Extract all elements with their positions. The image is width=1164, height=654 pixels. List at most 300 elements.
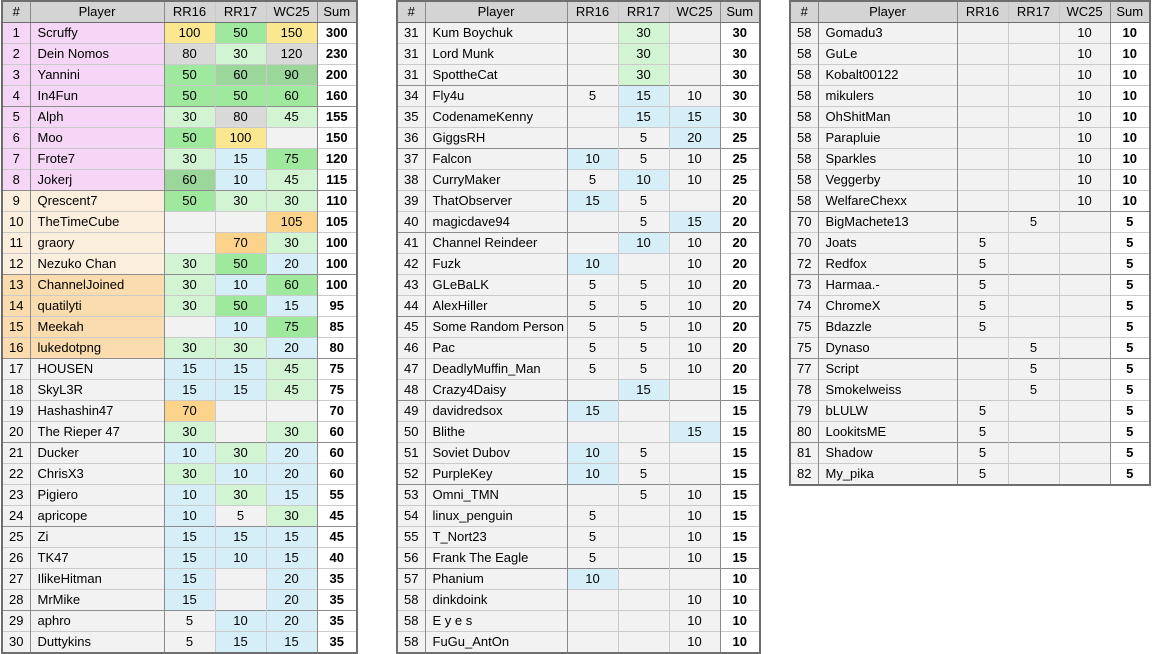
score-cell-rr16: 15	[164, 569, 215, 590]
sum-cell: 15	[720, 485, 760, 506]
player-name-cell: Dein Nomos	[30, 44, 164, 65]
player-row	[397, 632, 760, 654]
column-header-sum: Sum	[317, 1, 357, 23]
score-cell-rr16	[957, 191, 1008, 212]
player-name-cell: FuGu_AntOn	[425, 632, 567, 654]
column-header-player: Player	[30, 1, 164, 23]
rank-cell: 54	[397, 506, 425, 527]
score-cell-rr17	[1008, 65, 1059, 86]
score-cell-rr17: 5	[618, 464, 669, 485]
score-cell-rr17: 30	[215, 338, 266, 359]
score-cell-wc25: 45	[266, 107, 317, 128]
score-cell-wc25	[1059, 380, 1110, 401]
player-name-cell: Ducker	[30, 443, 164, 464]
rank-cell: 72	[790, 254, 818, 275]
score-cell-rr16: 5	[957, 464, 1008, 486]
score-cell-rr16: 5	[164, 632, 215, 654]
score-cell-rr16: 30	[164, 107, 215, 128]
player-row	[2, 107, 357, 128]
score-cell-rr16	[567, 128, 618, 149]
sum-cell: 60	[317, 422, 357, 443]
score-cell-wc25: 15	[669, 212, 720, 233]
score-cell-wc25	[1059, 422, 1110, 443]
score-cell-wc25: 90	[266, 65, 317, 86]
score-cell-rr16: 30	[164, 296, 215, 317]
rank-cell: 40	[397, 212, 425, 233]
player-row	[790, 86, 1150, 107]
player-name-cell: Hashashin47	[30, 401, 164, 422]
score-cell-rr16: 50	[164, 86, 215, 107]
sum-cell: 55	[317, 485, 357, 506]
score-cell-rr17: 60	[215, 65, 266, 86]
player-name-cell: Omni_TMN	[425, 485, 567, 506]
sum-cell: 85	[317, 317, 357, 338]
score-cell-wc25: 20	[266, 590, 317, 611]
score-cell-wc25: 10	[1059, 107, 1110, 128]
sum-cell: 5	[1110, 254, 1150, 275]
rank-cell: 39	[397, 191, 425, 212]
score-cell-rr17	[1008, 275, 1059, 296]
score-cell-rr17: 5	[618, 191, 669, 212]
score-cell-rr17	[1008, 233, 1059, 254]
score-cell-wc25	[266, 401, 317, 422]
score-cell-wc25	[1059, 275, 1110, 296]
score-cell-rr17	[1008, 254, 1059, 275]
score-cell-rr17: 5	[618, 212, 669, 233]
sum-cell: 15	[720, 380, 760, 401]
rank-cell: 52	[397, 464, 425, 485]
score-cell-wc25: 150	[266, 23, 317, 44]
score-cell-wc25: 120	[266, 44, 317, 65]
player-row	[2, 44, 357, 65]
score-cell-rr16: 10	[567, 464, 618, 485]
player-row	[397, 380, 760, 401]
score-cell-rr16: 15	[164, 548, 215, 569]
player-row	[790, 65, 1150, 86]
sum-cell: 10	[1110, 44, 1150, 65]
sum-cell: 25	[720, 170, 760, 191]
player-row	[790, 275, 1150, 296]
score-cell-rr17	[215, 212, 266, 233]
rank-cell: 70	[790, 233, 818, 254]
score-cell-rr16: 5	[957, 296, 1008, 317]
sum-cell: 30	[720, 107, 760, 128]
score-cell-wc25: 10	[1059, 44, 1110, 65]
score-cell-rr16	[567, 422, 618, 443]
sum-cell: 10	[720, 632, 760, 654]
player-row	[2, 632, 357, 654]
player-row	[397, 506, 760, 527]
player-name-cell: Script	[818, 359, 957, 380]
sum-cell: 20	[720, 317, 760, 338]
score-cell-rr17: 5	[1008, 212, 1059, 233]
score-cell-rr16	[957, 149, 1008, 170]
score-cell-rr16: 5	[567, 506, 618, 527]
player-name-cell: Smokelweiss	[818, 380, 957, 401]
player-name-cell: Dynaso	[818, 338, 957, 359]
score-cell-rr16	[567, 44, 618, 65]
score-cell-wc25: 10	[669, 611, 720, 632]
sum-cell: 75	[317, 380, 357, 401]
rank-cell: 56	[397, 548, 425, 569]
sum-cell: 75	[317, 359, 357, 380]
player-name-cell: Shadow	[818, 443, 957, 464]
score-cell-rr17: 30	[215, 44, 266, 65]
score-cell-rr16	[164, 212, 215, 233]
player-row	[2, 611, 357, 632]
score-cell-wc25	[669, 65, 720, 86]
player-name-cell: Pac	[425, 338, 567, 359]
player-row	[2, 128, 357, 149]
score-cell-rr16: 5	[567, 296, 618, 317]
player-row	[790, 107, 1150, 128]
score-cell-rr17	[215, 401, 266, 422]
rank-cell: 58	[790, 191, 818, 212]
score-cell-wc25	[1059, 317, 1110, 338]
score-cell-rr16: 15	[164, 590, 215, 611]
sum-cell: 15	[720, 422, 760, 443]
score-cell-rr17: 10	[215, 275, 266, 296]
sum-cell: 30	[720, 23, 760, 44]
score-cell-rr17	[1008, 317, 1059, 338]
score-cell-rr17: 30	[618, 44, 669, 65]
score-cell-rr16: 10	[567, 149, 618, 170]
player-row	[397, 464, 760, 485]
player-name-cell: Kum Boychuk	[425, 23, 567, 44]
player-name-cell: Parapluie	[818, 128, 957, 149]
score-cell-rr17: 5	[618, 338, 669, 359]
score-cell-rr17: 5	[1008, 338, 1059, 359]
score-cell-rr16: 30	[164, 254, 215, 275]
score-cell-rr16: 50	[164, 65, 215, 86]
rank-cell: 4	[2, 86, 30, 107]
player-row	[397, 527, 760, 548]
sum-cell: 20	[720, 296, 760, 317]
rank-cell: 49	[397, 401, 425, 422]
score-cell-rr17: 5	[1008, 359, 1059, 380]
score-cell-wc25: 20	[266, 338, 317, 359]
sum-cell: 15	[720, 464, 760, 485]
sum-cell: 10	[720, 590, 760, 611]
score-cell-rr17	[618, 590, 669, 611]
player-row	[790, 401, 1150, 422]
score-cell-rr17: 5	[618, 128, 669, 149]
player-row	[397, 44, 760, 65]
score-cell-wc25: 10	[669, 275, 720, 296]
sum-cell: 20	[720, 233, 760, 254]
player-row	[790, 128, 1150, 149]
player-name-cell: WelfareChexx	[818, 191, 957, 212]
score-cell-rr16	[567, 380, 618, 401]
score-cell-rr17: 30	[215, 191, 266, 212]
rank-cell: 47	[397, 359, 425, 380]
score-cell-rr17: 80	[215, 107, 266, 128]
score-cell-wc25: 10	[1059, 170, 1110, 191]
player-name-cell: linux_penguin	[425, 506, 567, 527]
player-row	[397, 401, 760, 422]
player-row	[397, 338, 760, 359]
player-row	[397, 86, 760, 107]
rank-cell: 31	[397, 23, 425, 44]
player-name-cell: GuLe	[818, 44, 957, 65]
sum-cell: 30	[720, 44, 760, 65]
sum-cell: 10	[720, 569, 760, 590]
score-cell-rr16: 5	[567, 170, 618, 191]
sum-cell: 300	[317, 23, 357, 44]
score-cell-rr16: 10	[164, 443, 215, 464]
score-cell-rr17: 10	[215, 548, 266, 569]
rank-cell: 35	[397, 107, 425, 128]
sum-cell: 45	[317, 527, 357, 548]
score-cell-rr17	[618, 401, 669, 422]
score-cell-rr17: 15	[618, 86, 669, 107]
score-cell-rr17	[1008, 443, 1059, 464]
score-cell-rr17: 10	[618, 170, 669, 191]
rank-cell: 38	[397, 170, 425, 191]
player-name-cell: graory	[30, 233, 164, 254]
score-cell-rr16: 30	[164, 422, 215, 443]
player-row	[397, 233, 760, 254]
score-cell-wc25	[1059, 464, 1110, 486]
score-cell-wc25: 15	[266, 527, 317, 548]
score-cell-rr16: 60	[164, 170, 215, 191]
score-cell-rr17	[1008, 422, 1059, 443]
sum-cell: 110	[317, 191, 357, 212]
score-cell-wc25: 30	[266, 191, 317, 212]
score-cell-rr17	[215, 422, 266, 443]
player-row	[397, 590, 760, 611]
score-cell-rr17: 15	[215, 380, 266, 401]
rank-cell: 1	[2, 23, 30, 44]
score-cell-rr16: 30	[164, 149, 215, 170]
column-header-rr17: RR17	[618, 1, 669, 23]
score-cell-rr17: 30	[618, 65, 669, 86]
rank-cell: 23	[2, 485, 30, 506]
player-row	[2, 506, 357, 527]
player-name-cell: CurryMaker	[425, 170, 567, 191]
score-cell-rr16: 5	[164, 611, 215, 632]
score-cell-rr16: 15	[567, 191, 618, 212]
score-cell-rr16: 5	[957, 254, 1008, 275]
player-row	[397, 485, 760, 506]
header-row	[397, 1, 760, 23]
rank-cell: 3	[2, 65, 30, 86]
score-cell-wc25: 10	[669, 485, 720, 506]
player-name-cell: Duttykins	[30, 632, 164, 654]
score-cell-rr17: 50	[215, 254, 266, 275]
score-cell-wc25: 10	[669, 254, 720, 275]
player-row	[790, 359, 1150, 380]
player-name-cell: The Rieper 47	[30, 422, 164, 443]
score-cell-wc25: 15	[669, 107, 720, 128]
score-cell-rr17: 15	[215, 632, 266, 654]
player-name-cell: Phanium	[425, 569, 567, 590]
score-cell-rr17: 5	[215, 506, 266, 527]
score-cell-rr17	[1008, 464, 1059, 486]
rank-cell: 58	[790, 23, 818, 44]
sum-cell: 5	[1110, 338, 1150, 359]
player-row	[397, 611, 760, 632]
rank-cell: 7	[2, 149, 30, 170]
score-cell-rr17	[1008, 170, 1059, 191]
score-cell-rr16: 5	[957, 275, 1008, 296]
score-cell-wc25: 20	[266, 443, 317, 464]
score-cell-wc25: 10	[669, 506, 720, 527]
sum-cell: 10	[1110, 23, 1150, 44]
rank-cell: 31	[397, 44, 425, 65]
score-cell-wc25	[669, 443, 720, 464]
player-row	[397, 170, 760, 191]
score-cell-wc25	[669, 464, 720, 485]
player-name-cell: My_pika	[818, 464, 957, 486]
score-cell-wc25: 10	[669, 149, 720, 170]
player-row	[2, 23, 357, 44]
player-name-cell: Redfox	[818, 254, 957, 275]
sum-cell: 10	[1110, 86, 1150, 107]
player-row	[397, 107, 760, 128]
rank-cell: 34	[397, 86, 425, 107]
rank-cell: 58	[397, 632, 425, 654]
sum-cell: 35	[317, 611, 357, 632]
rank-cell: 58	[790, 128, 818, 149]
rank-cell: 58	[790, 149, 818, 170]
rank-cell: 73	[790, 275, 818, 296]
score-cell-rr16: 30	[164, 338, 215, 359]
column-header-rank: #	[397, 1, 425, 23]
score-cell-wc25: 10	[1059, 149, 1110, 170]
score-cell-rr16: 50	[164, 128, 215, 149]
sum-cell: 80	[317, 338, 357, 359]
player-name-cell: Fuzk	[425, 254, 567, 275]
score-cell-wc25: 20	[266, 464, 317, 485]
rank-cell: 77	[790, 359, 818, 380]
player-row	[2, 317, 357, 338]
score-cell-rr16: 5	[567, 359, 618, 380]
sum-cell: 10	[1110, 65, 1150, 86]
player-name-cell: davidredsox	[425, 401, 567, 422]
player-name-cell: TheTimeCube	[30, 212, 164, 233]
rank-cell: 2	[2, 44, 30, 65]
score-cell-wc25: 10	[669, 527, 720, 548]
sum-cell: 10	[1110, 107, 1150, 128]
score-cell-rr17: 10	[215, 611, 266, 632]
player-name-cell: Kobalt00122	[818, 65, 957, 86]
column-header-sum: Sum	[720, 1, 760, 23]
score-cell-rr17: 30	[215, 485, 266, 506]
player-name-cell: Channel Reindeer	[425, 233, 567, 254]
score-cell-rr16: 70	[164, 401, 215, 422]
score-cell-rr17: 50	[215, 296, 266, 317]
score-cell-rr16: 5	[957, 233, 1008, 254]
rank-cell: 25	[2, 527, 30, 548]
score-cell-rr17	[618, 632, 669, 654]
rank-cell: 53	[397, 485, 425, 506]
rank-cell: 31	[397, 65, 425, 86]
sum-cell: 155	[317, 107, 357, 128]
score-cell-rr16	[164, 233, 215, 254]
player-name-cell: GLeBaLK	[425, 275, 567, 296]
score-cell-rr16	[957, 338, 1008, 359]
score-cell-wc25: 15	[266, 485, 317, 506]
player-row	[790, 254, 1150, 275]
score-cell-rr17	[618, 527, 669, 548]
player-row	[790, 23, 1150, 44]
score-cell-rr17: 10	[215, 317, 266, 338]
player-name-cell: Joats	[818, 233, 957, 254]
sum-cell: 115	[317, 170, 357, 191]
score-cell-wc25: 10	[669, 338, 720, 359]
player-row	[2, 233, 357, 254]
score-cell-rr16: 10	[164, 485, 215, 506]
score-cell-rr16	[957, 65, 1008, 86]
sum-cell: 25	[720, 128, 760, 149]
player-name-cell: SkyL3R	[30, 380, 164, 401]
player-name-cell: SpottheCat	[425, 65, 567, 86]
sum-cell: 10	[1110, 191, 1150, 212]
score-cell-wc25: 10	[1059, 191, 1110, 212]
column-header-rr16: RR16	[164, 1, 215, 23]
player-name-cell: Blithe	[425, 422, 567, 443]
rank-cell: 50	[397, 422, 425, 443]
score-cell-wc25: 10	[669, 632, 720, 654]
score-cell-rr17	[618, 506, 669, 527]
score-cell-rr16	[567, 611, 618, 632]
score-cell-rr16: 15	[164, 359, 215, 380]
player-name-cell: Qrescent7	[30, 191, 164, 212]
player-name-cell: T_Nort23	[425, 527, 567, 548]
sum-cell: 20	[720, 359, 760, 380]
rank-cell: 18	[2, 380, 30, 401]
score-cell-rr16	[567, 590, 618, 611]
rank-cell: 44	[397, 296, 425, 317]
player-row	[790, 212, 1150, 233]
player-row	[2, 422, 357, 443]
player-name-cell: HOUSEN	[30, 359, 164, 380]
score-cell-rr17: 5	[1008, 380, 1059, 401]
score-cell-rr16	[957, 212, 1008, 233]
sum-cell: 5	[1110, 233, 1150, 254]
rank-cell: 13	[2, 275, 30, 296]
sum-cell: 105	[317, 212, 357, 233]
sum-cell: 10	[720, 611, 760, 632]
player-name-cell: Veggerby	[818, 170, 957, 191]
score-cell-rr17	[618, 611, 669, 632]
player-row	[790, 338, 1150, 359]
sum-cell: 200	[317, 65, 357, 86]
score-cell-rr16: 100	[164, 23, 215, 44]
player-name-cell: OhShitMan	[818, 107, 957, 128]
score-cell-wc25: 45	[266, 380, 317, 401]
score-cell-rr16	[957, 86, 1008, 107]
sum-cell: 15	[720, 548, 760, 569]
player-name-cell: ThatObserver	[425, 191, 567, 212]
rank-cell: 17	[2, 359, 30, 380]
rank-cell: 51	[397, 443, 425, 464]
player-row	[2, 65, 357, 86]
score-cell-wc25: 10	[1059, 65, 1110, 86]
rank-cell: 43	[397, 275, 425, 296]
leaderboard-table-ranks-1-30	[1, 0, 358, 654]
rank-cell: 70	[790, 212, 818, 233]
score-cell-rr16: 15	[164, 380, 215, 401]
score-cell-rr16: 5	[957, 401, 1008, 422]
player-name-cell: lukedotpng	[30, 338, 164, 359]
sum-cell: 15	[720, 506, 760, 527]
score-cell-rr17: 15	[618, 107, 669, 128]
player-name-cell: TK47	[30, 548, 164, 569]
player-name-cell: ChannelJoined	[30, 275, 164, 296]
score-cell-wc25: 10	[669, 296, 720, 317]
